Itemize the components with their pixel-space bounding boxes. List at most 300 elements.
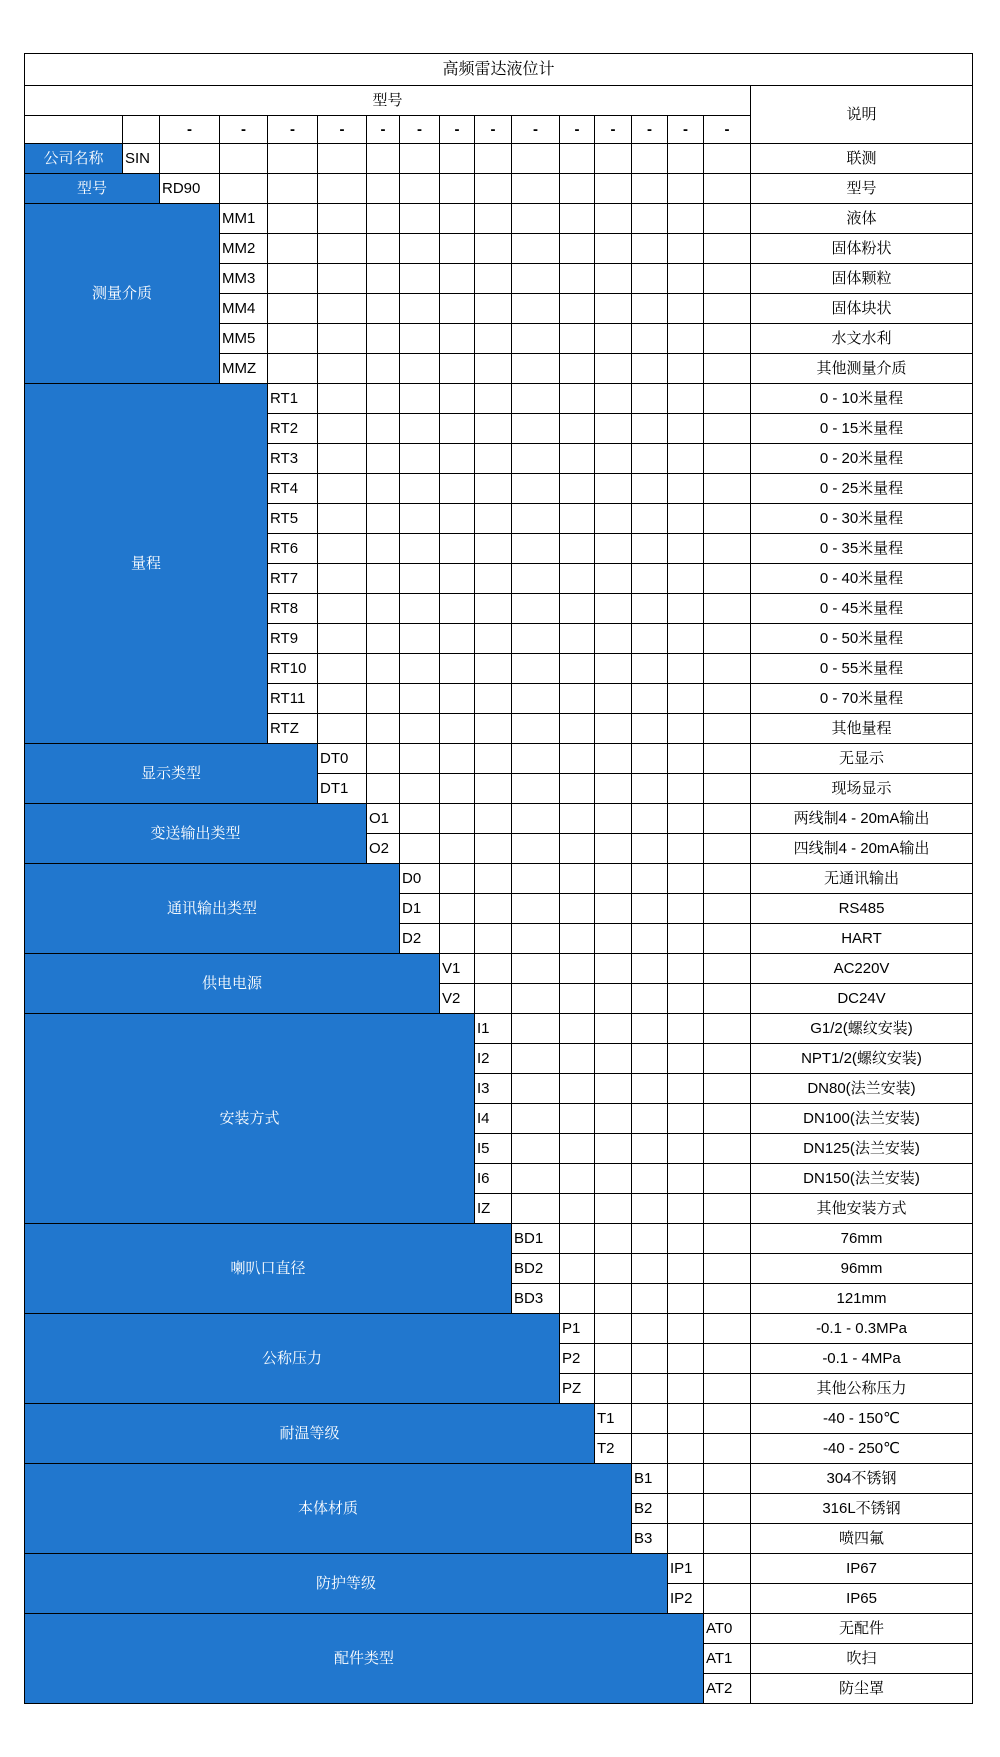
option-code: MM2	[220, 234, 268, 264]
option-code: BD3	[512, 1284, 560, 1314]
section-label: 通讯输出类型	[25, 864, 400, 954]
empty-cell	[400, 414, 440, 444]
empty-cell	[512, 234, 560, 264]
empty-cell	[475, 354, 512, 384]
empty-cell	[318, 174, 367, 204]
option-code: RT11	[268, 684, 318, 714]
empty-cell	[475, 144, 512, 174]
option-code: IP2	[668, 1584, 704, 1614]
empty-cell	[512, 1074, 560, 1104]
empty-cell	[268, 294, 318, 324]
empty-cell	[318, 504, 367, 534]
empty-cell	[512, 834, 560, 864]
option-description: 水文水利	[751, 324, 973, 354]
section-label: 量程	[25, 384, 268, 744]
empty-cell	[632, 1194, 668, 1224]
option-description: 联测	[751, 144, 973, 174]
empty-cell	[440, 204, 475, 234]
empty-cell	[560, 354, 595, 384]
empty-cell	[704, 924, 751, 954]
empty-cell	[367, 744, 400, 774]
option-description: DN150(法兰安装)	[751, 1164, 973, 1194]
option-code: P2	[560, 1344, 595, 1374]
empty-cell	[560, 1104, 595, 1134]
empty-cell	[475, 174, 512, 204]
option-description: 0 - 35米量程	[751, 534, 973, 564]
option-code: IP1	[668, 1554, 704, 1584]
model-separator-dash: -	[318, 116, 367, 144]
empty-cell	[440, 774, 475, 804]
empty-cell	[668, 624, 704, 654]
empty-cell	[512, 534, 560, 564]
option-code: I6	[475, 1164, 512, 1194]
empty-cell	[668, 1164, 704, 1194]
model-separator-dash: -	[512, 116, 560, 144]
empty-cell	[440, 804, 475, 834]
empty-cell	[668, 174, 704, 204]
empty-cell	[560, 414, 595, 444]
empty-cell	[595, 924, 632, 954]
empty-cell	[632, 264, 668, 294]
empty-cell	[475, 444, 512, 474]
section-label: 配件类型	[25, 1614, 704, 1704]
empty-cell	[512, 474, 560, 504]
empty-cell	[668, 1344, 704, 1374]
empty-cell	[595, 744, 632, 774]
empty-cell	[595, 504, 632, 534]
empty-cell	[560, 1194, 595, 1224]
empty-cell	[704, 444, 751, 474]
empty-cell	[595, 384, 632, 414]
option-code: MMZ	[220, 354, 268, 384]
empty-cell	[400, 654, 440, 684]
empty-cell	[367, 144, 400, 174]
option-description: 其他量程	[751, 714, 973, 744]
option-description: DN125(法兰安装)	[751, 1134, 973, 1164]
empty-cell	[367, 324, 400, 354]
model-selection-table	[24, 53, 973, 1704]
empty-cell	[595, 1314, 632, 1344]
empty-cell	[512, 564, 560, 594]
empty-cell	[318, 234, 367, 264]
empty-cell	[632, 954, 668, 984]
empty-cell	[632, 324, 668, 354]
empty-cell	[668, 474, 704, 504]
empty-cell	[704, 354, 751, 384]
empty-cell	[400, 204, 440, 234]
empty-cell	[704, 1074, 751, 1104]
model-separator-dash: -	[475, 116, 512, 144]
empty-cell	[668, 984, 704, 1014]
empty-cell	[560, 864, 595, 894]
empty-cell	[512, 924, 560, 954]
empty-cell	[595, 804, 632, 834]
empty-cell	[632, 1134, 668, 1164]
empty-cell	[512, 1194, 560, 1224]
option-code: IZ	[475, 1194, 512, 1224]
empty-cell	[704, 864, 751, 894]
empty-cell	[668, 204, 704, 234]
option-description: 0 - 70米量程	[751, 684, 973, 714]
option-code: MM5	[220, 324, 268, 354]
empty-cell	[595, 1284, 632, 1314]
empty-cell	[560, 204, 595, 234]
option-code: RD90	[160, 174, 220, 204]
option-description: -0.1 - 4MPa	[751, 1344, 973, 1374]
empty-cell	[632, 414, 668, 444]
option-code: SIN	[123, 144, 160, 174]
option-description: 0 - 15米量程	[751, 414, 973, 444]
option-description: DC24V	[751, 984, 973, 1014]
empty-cell	[632, 534, 668, 564]
model-separator-dash: -	[595, 116, 632, 144]
model-separator-dash: -	[367, 116, 400, 144]
option-code: RT2	[268, 414, 318, 444]
empty-cell	[704, 1524, 751, 1554]
empty-cell	[632, 1104, 668, 1134]
empty-cell	[400, 234, 440, 264]
empty-cell	[704, 1254, 751, 1284]
empty-cell	[668, 1404, 704, 1434]
model-separator-dash: -	[668, 116, 704, 144]
empty-cell	[632, 624, 668, 654]
empty-cell	[318, 204, 367, 234]
empty-cell	[595, 1374, 632, 1404]
empty-cell	[512, 294, 560, 324]
empty-cell	[440, 894, 475, 924]
section-label: 供电电源	[25, 954, 440, 1014]
empty-cell	[560, 264, 595, 294]
empty-cell	[400, 684, 440, 714]
empty-cell	[704, 1344, 751, 1374]
empty-cell	[367, 774, 400, 804]
empty-cell	[595, 1254, 632, 1284]
empty-cell	[560, 1134, 595, 1164]
empty-cell	[595, 1074, 632, 1104]
option-code: RTZ	[268, 714, 318, 744]
option-description: AC220V	[751, 954, 973, 984]
empty-cell	[595, 564, 632, 594]
empty-cell	[595, 594, 632, 624]
empty-cell	[367, 684, 400, 714]
section-label: 安装方式	[25, 1014, 475, 1224]
empty-cell	[560, 1224, 595, 1254]
empty-cell	[668, 684, 704, 714]
option-code: D2	[400, 924, 440, 954]
empty-cell	[668, 1044, 704, 1074]
empty-cell	[632, 924, 668, 954]
empty-cell	[400, 714, 440, 744]
option-code: AT1	[704, 1644, 751, 1674]
empty-cell	[512, 324, 560, 354]
empty-cell	[475, 384, 512, 414]
empty-cell	[400, 174, 440, 204]
option-description: -40 - 250℃	[751, 1434, 973, 1464]
empty-cell	[704, 504, 751, 534]
empty-cell	[512, 384, 560, 414]
option-description: 固体颗粒	[751, 264, 973, 294]
empty-cell	[512, 504, 560, 534]
empty-cell	[704, 804, 751, 834]
option-code: RT8	[268, 594, 318, 624]
option-code: I1	[475, 1014, 512, 1044]
empty-cell	[400, 834, 440, 864]
empty-cell	[268, 234, 318, 264]
empty-cell	[367, 384, 400, 414]
empty-cell	[318, 594, 367, 624]
option-code: B1	[632, 1464, 668, 1494]
empty-cell	[560, 684, 595, 714]
empty-cell	[595, 984, 632, 1014]
empty-cell	[400, 594, 440, 624]
empty-cell	[668, 1314, 704, 1344]
option-code: T2	[595, 1434, 632, 1464]
empty-cell	[268, 354, 318, 384]
empty-cell	[595, 1044, 632, 1074]
empty-cell	[512, 414, 560, 444]
option-description: G1/2(螺纹安装)	[751, 1014, 973, 1044]
option-code: V2	[440, 984, 475, 1014]
empty-cell	[704, 1434, 751, 1464]
empty-cell	[367, 624, 400, 654]
empty-cell	[318, 384, 367, 414]
empty-cell	[400, 564, 440, 594]
empty-cell	[632, 1404, 668, 1434]
empty-cell	[668, 564, 704, 594]
empty-cell	[632, 144, 668, 174]
empty-cell	[475, 654, 512, 684]
model-separator-dash: -	[440, 116, 475, 144]
option-code: B2	[632, 1494, 668, 1524]
option-description: 0 - 55米量程	[751, 654, 973, 684]
empty-cell	[632, 984, 668, 1014]
option-description: 防尘罩	[751, 1674, 973, 1704]
empty-cell	[560, 594, 595, 624]
model-separator-dash: -	[220, 116, 268, 144]
empty-cell	[595, 1194, 632, 1224]
empty-cell	[367, 444, 400, 474]
model-separator-dash: -	[560, 116, 595, 144]
empty-cell	[440, 474, 475, 504]
empty-cell	[595, 234, 632, 264]
option-description: 无通讯输出	[751, 864, 973, 894]
empty-cell	[475, 324, 512, 354]
model-column-header: 型号	[25, 86, 751, 116]
empty-cell	[632, 834, 668, 864]
empty-cell	[475, 204, 512, 234]
empty-cell	[704, 474, 751, 504]
empty-cell	[668, 534, 704, 564]
empty-cell	[440, 504, 475, 534]
empty-cell	[632, 1164, 668, 1194]
empty-cell	[400, 264, 440, 294]
empty-cell	[475, 534, 512, 564]
empty-cell	[268, 204, 318, 234]
empty-cell	[440, 264, 475, 294]
option-description: 0 - 20米量程	[751, 444, 973, 474]
empty-cell	[668, 1494, 704, 1524]
empty-cell	[668, 414, 704, 444]
option-code: O1	[367, 804, 400, 834]
empty-cell	[318, 414, 367, 444]
empty-cell	[475, 684, 512, 714]
separator-row-first-spacer	[123, 116, 160, 144]
empty-cell	[632, 384, 668, 414]
model-separator-dash: -	[704, 116, 751, 144]
empty-cell	[512, 894, 560, 924]
section-label: 型号	[25, 174, 160, 204]
empty-cell	[560, 444, 595, 474]
empty-cell	[440, 864, 475, 894]
empty-cell	[632, 294, 668, 324]
empty-cell	[400, 744, 440, 774]
empty-cell	[318, 534, 367, 564]
empty-cell	[318, 474, 367, 504]
section-label: 显示类型	[25, 744, 318, 804]
option-code: I2	[475, 1044, 512, 1074]
empty-cell	[512, 594, 560, 624]
empty-cell	[704, 654, 751, 684]
option-code: RT1	[268, 384, 318, 414]
empty-cell	[595, 294, 632, 324]
empty-cell	[440, 384, 475, 414]
empty-cell	[475, 714, 512, 744]
empty-cell	[512, 774, 560, 804]
model-separator-dash: -	[400, 116, 440, 144]
empty-cell	[668, 864, 704, 894]
option-description: 固体块状	[751, 294, 973, 324]
empty-cell	[668, 294, 704, 324]
empty-cell	[475, 474, 512, 504]
empty-cell	[668, 264, 704, 294]
empty-cell	[560, 984, 595, 1014]
empty-cell	[318, 564, 367, 594]
empty-cell	[668, 714, 704, 744]
empty-cell	[704, 294, 751, 324]
empty-cell	[475, 894, 512, 924]
option-description: 无配件	[751, 1614, 973, 1644]
empty-cell	[595, 624, 632, 654]
empty-cell	[668, 324, 704, 354]
empty-cell	[595, 324, 632, 354]
empty-cell	[400, 534, 440, 564]
empty-cell	[704, 534, 751, 564]
empty-cell	[704, 1374, 751, 1404]
empty-cell	[440, 684, 475, 714]
empty-cell	[475, 594, 512, 624]
empty-cell	[268, 144, 318, 174]
empty-cell	[704, 234, 751, 264]
option-description: DN100(法兰安装)	[751, 1104, 973, 1134]
empty-cell	[475, 924, 512, 954]
option-description: NPT1/2(螺纹安装)	[751, 1044, 973, 1074]
option-description: 0 - 30米量程	[751, 504, 973, 534]
empty-cell	[632, 1374, 668, 1404]
option-code: I3	[475, 1074, 512, 1104]
option-code: RT5	[268, 504, 318, 534]
option-code: AT0	[704, 1614, 751, 1644]
empty-cell	[595, 174, 632, 204]
option-code: DT0	[318, 744, 367, 774]
empty-cell	[560, 144, 595, 174]
empty-cell	[668, 1524, 704, 1554]
empty-cell	[595, 774, 632, 804]
option-code: BD1	[512, 1224, 560, 1254]
empty-cell	[704, 714, 751, 744]
option-code: V1	[440, 954, 475, 984]
empty-cell	[595, 684, 632, 714]
option-code: RT3	[268, 444, 318, 474]
empty-cell	[318, 684, 367, 714]
empty-cell	[512, 354, 560, 384]
empty-cell	[632, 1314, 668, 1344]
empty-cell	[704, 1164, 751, 1194]
empty-cell	[668, 594, 704, 624]
empty-cell	[595, 444, 632, 474]
empty-cell	[704, 264, 751, 294]
empty-cell	[512, 954, 560, 984]
empty-cell	[632, 1284, 668, 1314]
empty-cell	[668, 354, 704, 384]
empty-cell	[632, 444, 668, 474]
empty-cell	[367, 354, 400, 384]
empty-cell	[560, 744, 595, 774]
option-description: 液体	[751, 204, 973, 234]
empty-cell	[440, 234, 475, 264]
empty-cell	[704, 324, 751, 354]
empty-cell	[512, 744, 560, 774]
empty-cell	[560, 954, 595, 984]
empty-cell	[440, 834, 475, 864]
empty-cell	[512, 714, 560, 744]
empty-cell	[367, 234, 400, 264]
empty-cell	[400, 354, 440, 384]
empty-cell	[704, 1134, 751, 1164]
empty-cell	[367, 474, 400, 504]
empty-cell	[512, 1044, 560, 1074]
empty-cell	[704, 1194, 751, 1224]
empty-cell	[668, 1014, 704, 1044]
empty-cell	[560, 534, 595, 564]
empty-cell	[560, 564, 595, 594]
empty-cell	[704, 624, 751, 654]
empty-cell	[560, 924, 595, 954]
empty-cell	[318, 624, 367, 654]
empty-cell	[560, 324, 595, 354]
empty-cell	[595, 474, 632, 504]
empty-cell	[560, 234, 595, 264]
empty-cell	[440, 534, 475, 564]
empty-cell	[367, 654, 400, 684]
empty-cell	[367, 714, 400, 744]
empty-cell	[668, 234, 704, 264]
empty-cell	[704, 1044, 751, 1074]
empty-cell	[668, 1374, 704, 1404]
empty-cell	[512, 204, 560, 234]
empty-cell	[632, 504, 668, 534]
empty-cell	[595, 864, 632, 894]
section-label: 喇叭口直径	[25, 1224, 512, 1314]
empty-cell	[475, 744, 512, 774]
empty-cell	[668, 1194, 704, 1224]
empty-cell	[632, 774, 668, 804]
empty-cell	[440, 414, 475, 444]
empty-cell	[704, 564, 751, 594]
empty-cell	[512, 444, 560, 474]
empty-cell	[560, 384, 595, 414]
empty-cell	[560, 1014, 595, 1044]
empty-cell	[400, 624, 440, 654]
